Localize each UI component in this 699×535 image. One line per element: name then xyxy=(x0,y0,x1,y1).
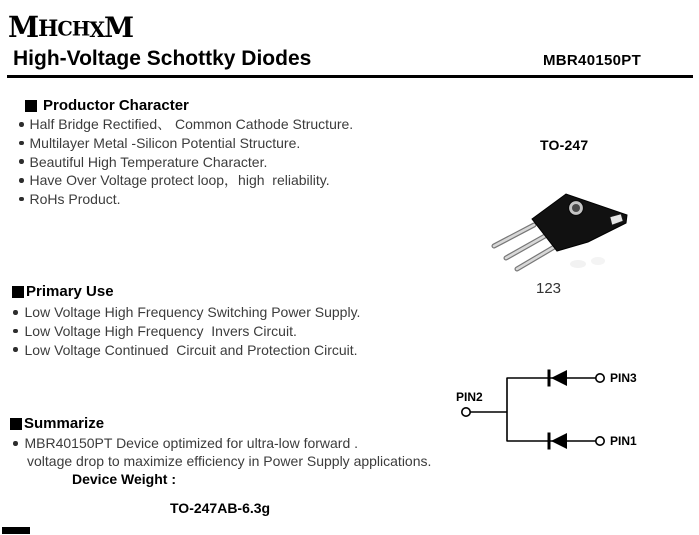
list-item: MBR40150PT Device optimized for ultra-low forward . xyxy=(11,434,358,453)
bullet-icon xyxy=(19,178,24,183)
list-item: Low Voltage High Frequency Invers Circuit. xyxy=(11,322,360,341)
section-heading-label: Primary Use xyxy=(26,283,114,300)
package-pin-numbers: 123 xyxy=(536,280,562,297)
pin2-terminal-icon xyxy=(462,408,470,416)
section-heading-summarize xyxy=(10,415,104,432)
list-item: RoHs Product. xyxy=(17,190,353,209)
section-heading-label: Summarize xyxy=(24,415,105,432)
list-item: Half Bridge Rectified、 Common Cathode Structure. xyxy=(17,115,353,134)
pin3-terminal-icon xyxy=(596,374,604,382)
watermark-smudge xyxy=(570,260,586,268)
brand-logo: M H C H X M xyxy=(8,10,134,44)
pin3-label: PIN3 xyxy=(610,371,637,385)
header-divider xyxy=(7,75,693,78)
device-weight-label: Device Weight : xyxy=(72,471,176,487)
list-item: Low Voltage High Frequency Switching Power Supply. xyxy=(11,303,360,322)
page-title: High-Voltage Schottky Diodes xyxy=(13,47,312,70)
section-heading-label: Productor Character xyxy=(43,97,189,114)
bullet-icon xyxy=(19,141,24,146)
primary-use-list xyxy=(11,303,360,359)
bullet-icon xyxy=(13,310,18,315)
bullet-icon xyxy=(13,329,18,334)
bullet-icon xyxy=(19,197,24,202)
page-corner-mark xyxy=(2,527,30,534)
bullet-icon xyxy=(13,441,18,446)
section-marker-icon xyxy=(10,418,22,430)
section-heading-productor-character xyxy=(25,97,189,114)
section-heading-primary-use xyxy=(12,283,114,300)
list-item: Multilayer Metal -Silicon Potential Structure. xyxy=(17,134,353,153)
summarize-wrapped-line: voltage drop to maximize efficiency in Power Supply applications. xyxy=(27,453,432,469)
watermark-smudge xyxy=(591,257,605,265)
pin1-terminal-icon xyxy=(596,437,604,445)
list-item: Have Over Voltage protect loop，high reliability. xyxy=(17,171,353,190)
section-marker-icon xyxy=(12,286,24,298)
summarize-list xyxy=(11,434,358,453)
part-number: MBR40150PT xyxy=(543,52,642,69)
package-name: TO-247 xyxy=(540,137,589,153)
productor-character-list xyxy=(17,115,353,208)
to-247-package-image xyxy=(480,185,640,295)
section-marker-icon xyxy=(25,100,37,112)
bullet-icon xyxy=(13,347,18,352)
mounting-hole-center xyxy=(572,204,580,212)
pin1-label: PIN1 xyxy=(610,434,637,448)
bullet-icon xyxy=(19,122,24,127)
list-item: Low Voltage Continued Circuit and Protection Circuit. xyxy=(11,340,360,359)
list-item: Beautiful High Temperature Character. xyxy=(17,152,353,171)
diode-icon xyxy=(549,370,567,387)
diode-icon xyxy=(549,433,567,450)
bullet-icon xyxy=(19,159,24,164)
device-weight-value: TO-247AB-6.3g xyxy=(170,500,271,516)
pin2-label: PIN2 xyxy=(456,390,483,404)
